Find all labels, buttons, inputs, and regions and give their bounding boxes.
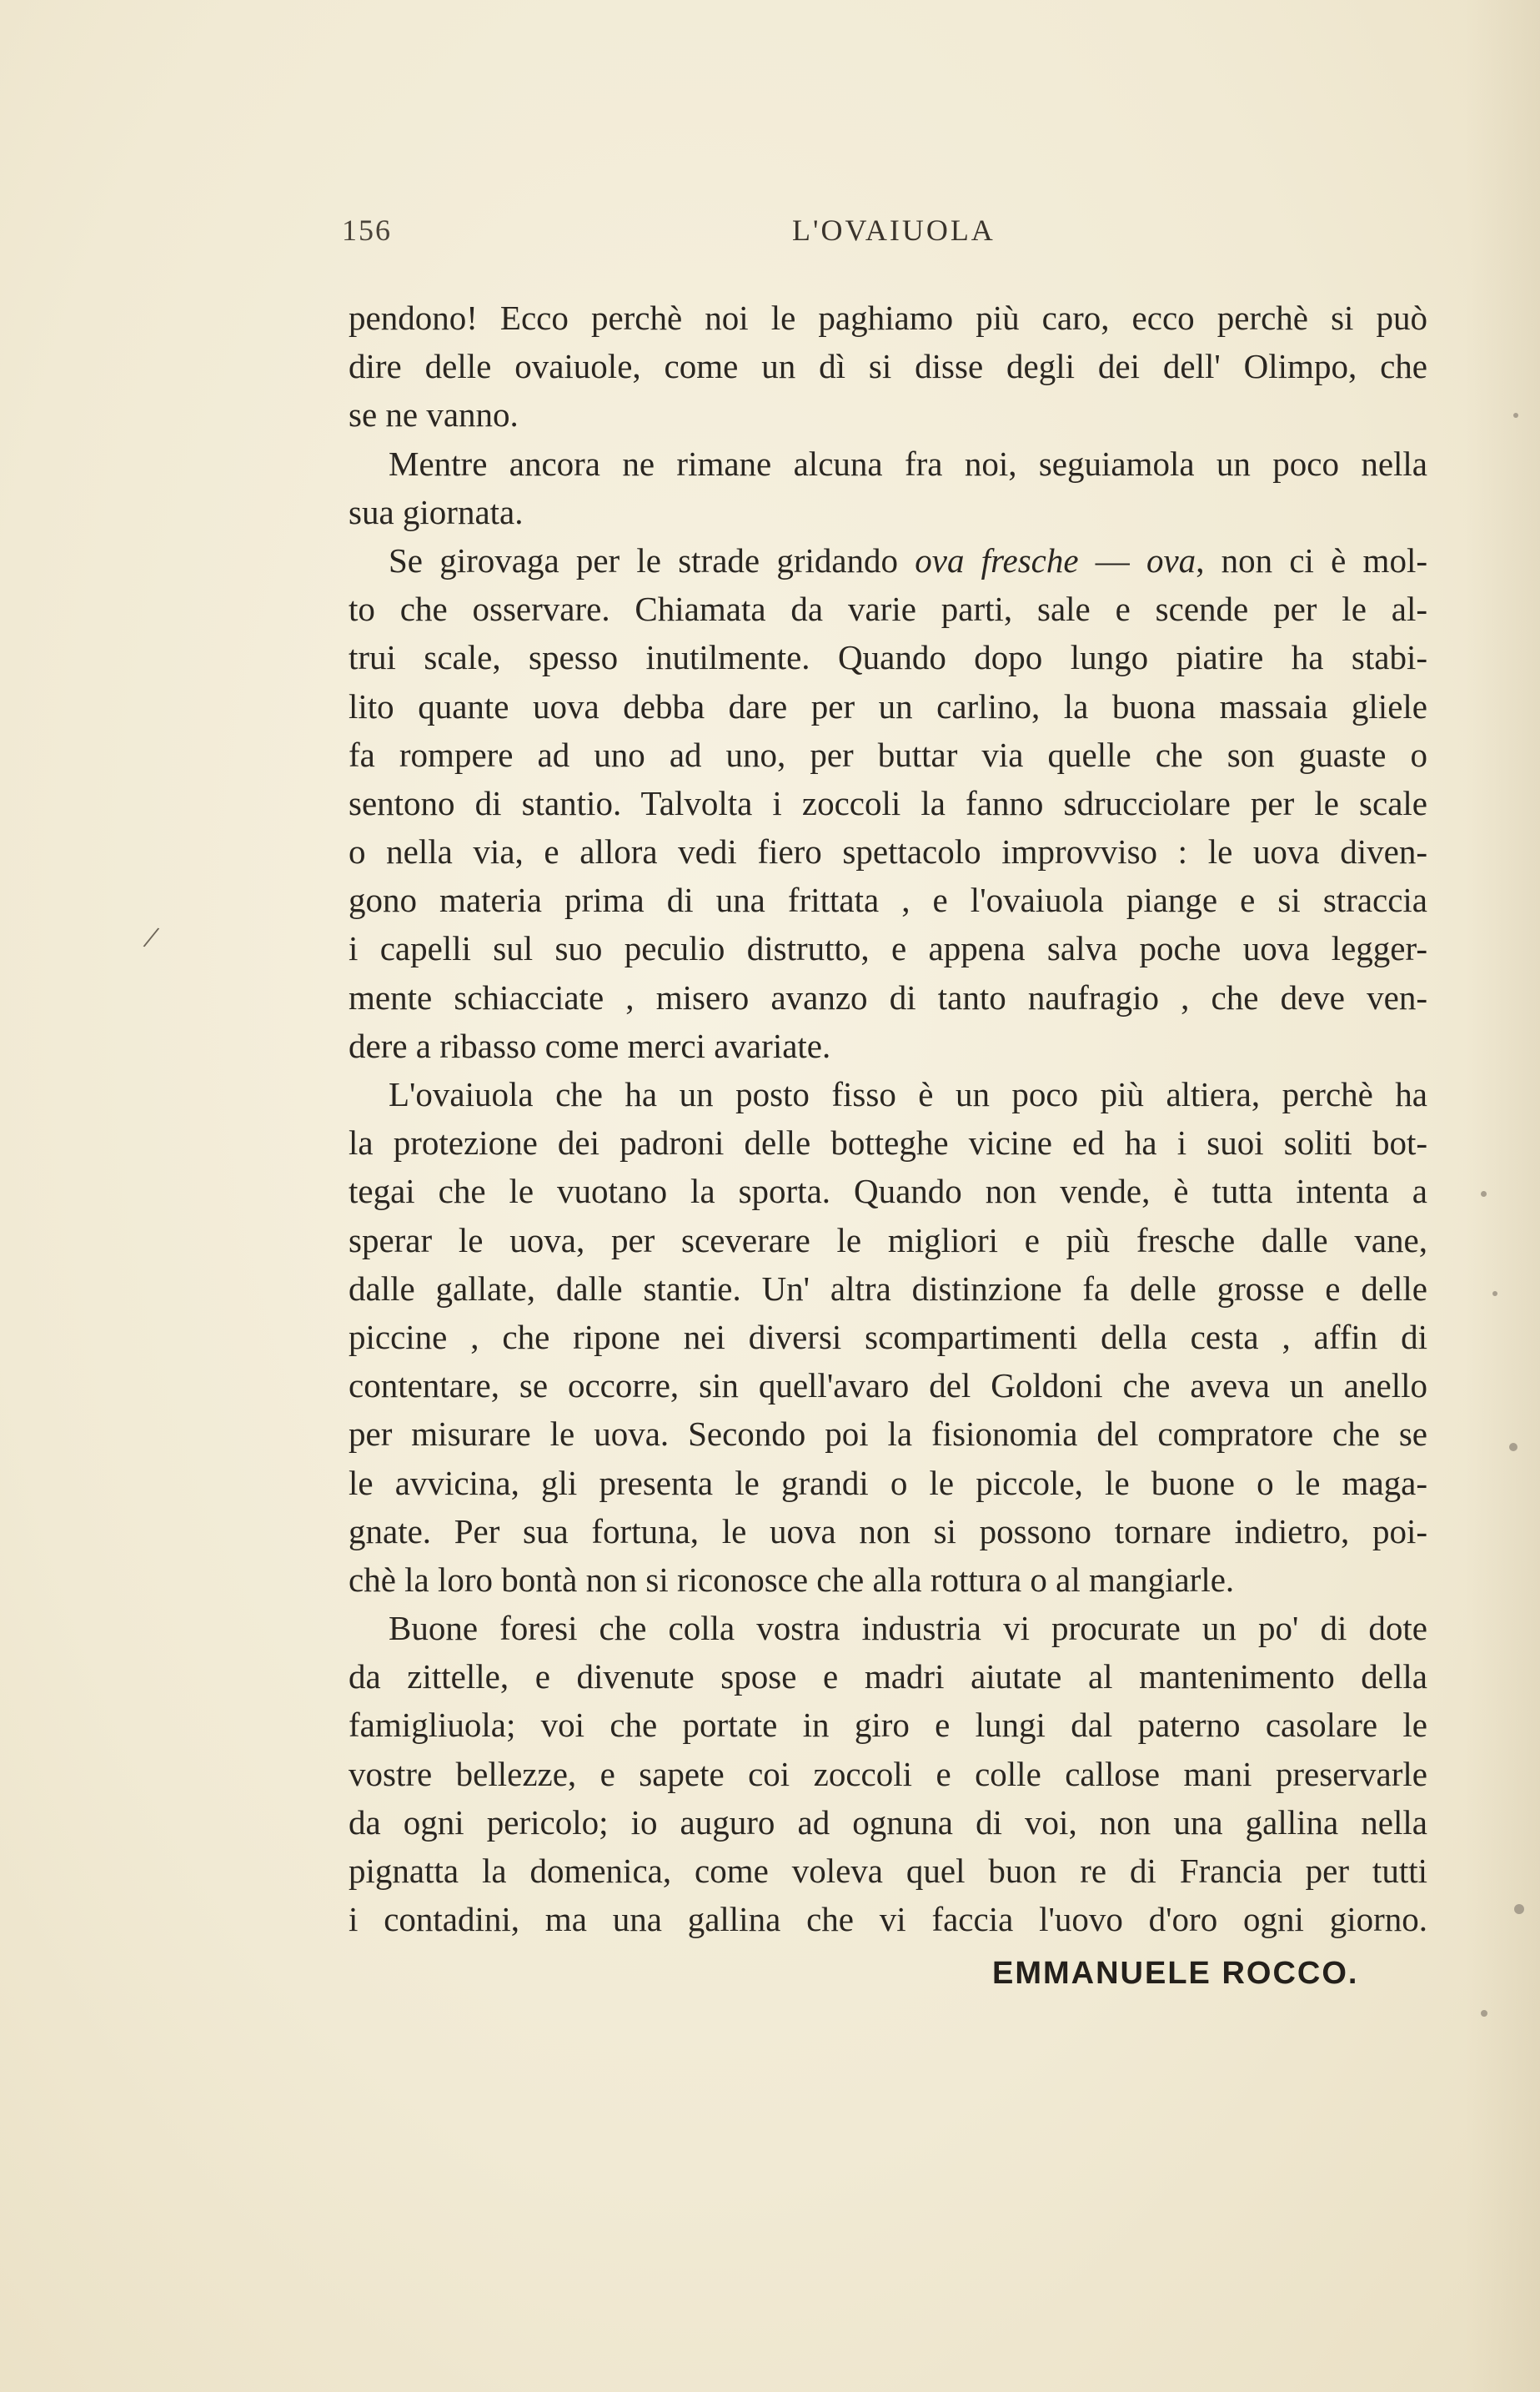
text-line: sua giornata. [349, 492, 524, 531]
text-line: dalle gallate, dalle stantie. Un' altra distinzione fa delle grosse e delle [349, 1269, 1427, 1308]
text-line: sentono di stantio. Talvolta i zoccoli la fanno sdrucciolare per le scale [349, 783, 1427, 822]
text-line: contentare, se occorre, sin quell'avaro del Goldoni che aveva un anello [349, 1366, 1427, 1405]
text-line: L'ovaiuola che ha un posto fisso è un poco più altiera, perchè ha [389, 1075, 1427, 1113]
line-text: , non ci è mol- [1196, 540, 1427, 580]
text-line: pendono! Ecco perchè noi le paghiamo più caro, ecco perchè si può [349, 299, 1427, 337]
running-title: L'OVAIUOLA [792, 214, 996, 247]
text-line: mente schiacciate , misero avanzo di tanto naufragio , che deve ven- [349, 977, 1427, 1017]
text-line: Mentre ancora ne rimane alcuna fra noi, seguiamola un poco nella [389, 444, 1427, 483]
italic-text: ova fresche [915, 540, 1079, 580]
text-line: to che osservare. Chiamata da varie parti, sale e scende per le al- [349, 590, 1427, 629]
text-line: i capelli sul suo peculio distrutto, e appena salva poche uova legger- [349, 929, 1427, 968]
text-line: sperar le uova, per sceverare le migliori e più fresche dalle vane, [349, 1220, 1427, 1259]
text-line: trui scale, spesso inutilmente. Quando dopo lungo piatire ha stabi- [349, 638, 1427, 677]
text-line: le avvicina, gli presenta le grandi o le piccole, le buone o le maga- [349, 1463, 1427, 1502]
text-line: i contadini, ma una gallina che vi faccia l'uovo d'oro ogni giorno. [349, 1900, 1427, 1939]
paper-speck [1513, 413, 1518, 418]
dash: — [1078, 540, 1146, 580]
text-line: chè la loro bontà non si riconosce che alla rottura o al mangiarle. [349, 1560, 1235, 1599]
text-line: famigliuola; voi che portate in giro e lungi dal paterno casolare le [349, 1706, 1427, 1745]
text-line: tegai che le vuotano la sporta. Quando non vende, è tutta intenta a [349, 1172, 1427, 1211]
margin-pencil-mark: / [140, 917, 163, 957]
paper-speck [1514, 1904, 1524, 1914]
text-line-italic-phrase [349, 536, 1427, 585]
text-line: la protezione dei padroni delle botteghe vicine ed ha i suoi soliti bot- [349, 1123, 1427, 1163]
text-line: da zittelle, e divenute spose e madri aiutate al mantenimento della [349, 1657, 1427, 1696]
text-line: da ogni pericolo; io auguro ad ognuna di voi, non una gallina nella [349, 1802, 1427, 1842]
text-line: vostre bellezze, e sapete coi zoccoli e colle callose mani preservarle [349, 1754, 1427, 1793]
page-number: 156 [342, 214, 392, 247]
paper-speck [1509, 1443, 1517, 1451]
text-line: gono materia prima di una frittata , e l'ovaiuola piange e si straccia [349, 881, 1427, 920]
paper-speck [1492, 1291, 1497, 1296]
author-signature: EMMANUELE ROCCO. [992, 1956, 1359, 1991]
text-line: Buone foresi che colla vostra industria vi procurate un po' di dote [389, 1609, 1427, 1648]
text-line: gnate. Per sua fortuna, le uova non si possono tornare indietro, poi- [349, 1511, 1427, 1550]
text-line: lito quante uova debba dare per un carlino, la buona massaia gliele [349, 686, 1427, 726]
page-edge-shadow [1465, 0, 1540, 2392]
running-head [342, 213, 1426, 254]
text-line: fa rompere ad uno ad uno, per buttar via quelle che son guaste o [349, 735, 1427, 774]
text-line: se ne vanno. [349, 395, 519, 435]
text-line: per misurare le uova. Secondo poi la fisionomia del compratore che se [349, 1415, 1427, 1454]
text-line: piccine , che ripone nei diversi scompartimenti della cesta , affin di [349, 1317, 1427, 1356]
text-line: dere a ribasso come merci avariate. [349, 1026, 831, 1065]
italic-text: ova [1146, 540, 1196, 580]
paper-speck [1481, 1191, 1487, 1197]
text-line: pignatta la domenica, come voleva quel buon re di Francia per tutti [349, 1852, 1427, 1890]
text-line: o nella via, e allora vedi fiero spettacolo improvviso : le uova diven- [349, 832, 1427, 872]
text-line: dire delle ovaiuole, come un dì si disse degli dei dell' Olimpo, che [349, 347, 1427, 386]
body-text [349, 294, 1427, 1943]
line-text: Se girovaga per le strade gridando [389, 540, 899, 580]
paper-speck [1481, 2010, 1487, 2017]
